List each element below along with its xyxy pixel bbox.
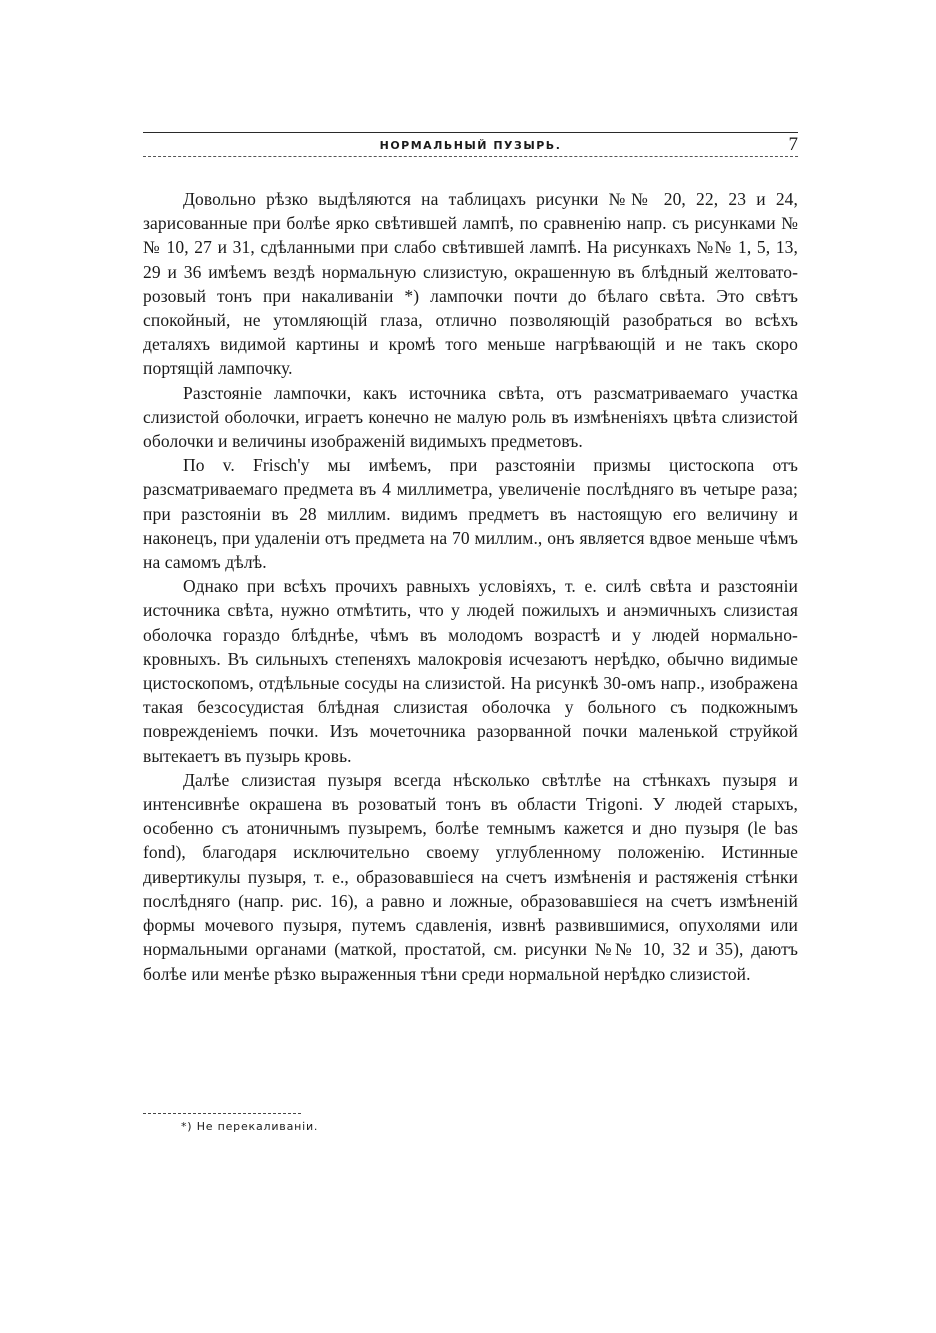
paragraph-3: По v. Frisch'у мы имѣемъ, при разстояніи призмы цистоскопа отъ разсматриваемаго предмета въ 4 миллиметра, увеличеніе послѣдняго въ четыре раза; при разстояніи въ 28 миллим. видимъ предметъ въ настоящую его величину и наконецъ, при удаленіи отъ предмета на 70 миллим., онъ является вдвое меньше чѣмъ на самомъ дѣлѣ. — [143, 455, 798, 573]
paragraph-5: Далѣе слизистая пузыря всегда нѣсколько свѣтлѣе на стѣнкахъ пузыря и интенсивнѣе окрашена въ розоватый тонъ въ области Trigoni. У людей старыхъ, особенно съ атоничнымъ пузыремъ, болѣе темнымъ кажется и дно пузыря (le bas fond), благодаря исключительно своему углубленному положенію. Истинные дивертикулы пузыря, т. е., образовавшіеся на счетъ измѣненія и растяженія стѣнки послѣдняго (напр. рис. 16), а равно и ложные, образовавшіеся на счетъ измѣненій формы мочевого пузыря, путемъ сдавленія, извнѣ развившимися, опухолями или нормальными органами (маткой, простатой, см. рисунки №№ 10, 32 и 35), даютъ болѣе или менѣе рѣзко выраженныя тѣни среди нормальной нерѣдко слизистой. — [143, 769, 798, 984]
header-top-rule — [143, 132, 798, 133]
header-bottom-rule — [143, 156, 798, 157]
running-title: НОРМАЛЬНЫЙ ПУЗЫРЬ. — [379, 139, 562, 152]
body-text — [143, 187, 798, 986]
page-number: 7 — [788, 134, 798, 155]
paragraph-4: Однако при всѣхъ прочихъ равныхъ условіяхъ, т. е. силѣ свѣта и разстояніи источника свѣта, нужно отмѣтить, что у людей пожилыхъ и анэмичныхъ слизистая оболочка гораздо блѣднѣе, чѣмъ въ молодомъ возрастѣ и у людей нормально-кровныхъ. Въ сильныхъ степеняхъ малокровія исчезаютъ нерѣдко, обычно видимые цистоскопомъ, отдѣльные сосуды на слизистой. На рисункѣ 30-омъ напр., изображена такая безсосудистая блѣдная слизистая оболочка у больного съ подкожнымъ поврежденіемъ почки. Изъ мочеточника разорванной почки маленькой струйкой вытекаетъ въ пузырь кровь. — [143, 576, 798, 766]
paragraph-2: Разстояніе лампочки, какъ источника свѣта, отъ разсматриваемаго участка слизистой оболочки, играетъ конечно не малую роль въ измѣненіяхъ цвѣта слизистой оболочки и величины изображеній видимыхъ предметовъ. — [143, 382, 798, 452]
paragraph-1: Довольно рѣзко выдѣляются на таблицахъ рисунки №№ 20, 22, 23 и 24, зарисованные при болѣе ярко свѣтившей лампѣ, по сравненію напр. съ рисунками №№ 10, 27 и 31, сдѣланными при слабо свѣтившей лампѣ. На рисункахъ №№ 1, 5, 13, 29 и 36 имѣемъ вездѣ нормальную слизистую, окрашенную въ блѣдный желтовато-розовый тонъ при накаливаніи *) лампочки почти до бѣлаго свѣта. Это свѣтъ спокойный, не утомляющій глаза, отлично позволяющій разобраться во всѣхъ деталяхъ видимой картины и кромѣ того меньше нагрѣвающій и не такъ скоро портящій лампочку. — [143, 189, 798, 379]
footnote: *) Не перекаливаніи. — [181, 1120, 319, 1133]
running-header — [143, 128, 798, 162]
footnote-divider — [143, 1113, 301, 1114]
